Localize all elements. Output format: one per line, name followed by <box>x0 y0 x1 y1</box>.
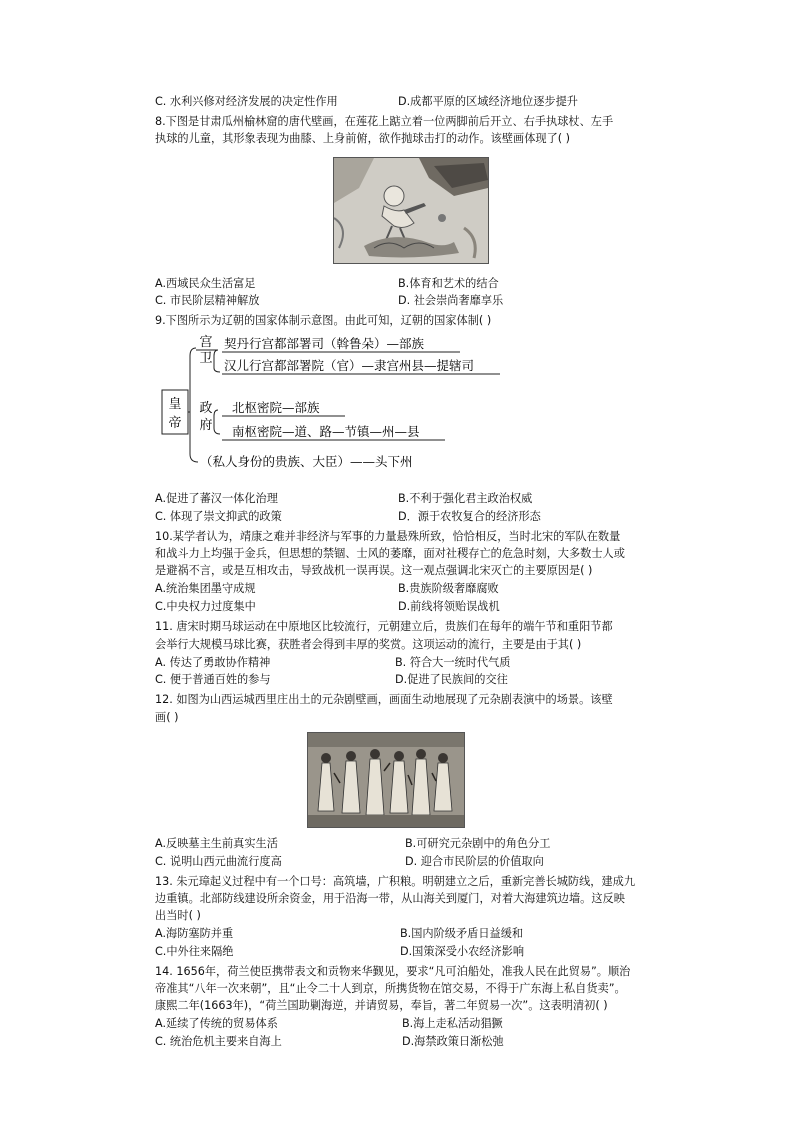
diagram-root-char2: 帝 <box>168 416 182 431</box>
q12-stem-line2: 画( ) <box>155 711 179 724</box>
q9-option-b: B.不利于强化君主政治权威 <box>398 492 533 505</box>
q9-option-a: A.促进了蕃汉一体化治理 <box>155 492 278 505</box>
diagram-gov-char2: 府 <box>199 418 213 433</box>
q14-stem-line3: 康熙二年(1663年)，“荷兰国助剿海逆，并请贸易，奉旨，著二年贸易一次”。这表明清初( ) <box>155 999 608 1012</box>
q14-stem-line1: 14. 1656年，荷兰使臣携带表文和贡物来华觐见，要求“凡可泊船处，准我人民在此贸易”。顺治 <box>155 965 631 978</box>
q13-stem-line1: 13. 朱元璋起义过程中有一个口号：高筑墙，广积粮。明朝建立之后，重新完善长城防线，建成九 <box>155 875 636 888</box>
q8-mural-image <box>333 157 489 264</box>
q12-option-d: D. 迎合市民阶层的价值取向 <box>405 855 544 868</box>
q12-mural-image <box>307 732 465 828</box>
q13-stem-line2: 边重镇。北部防线建设所余资金，用于沿海一带，从山海关到厦门，对着大海建筑边墙。这反映 <box>155 892 625 905</box>
q13-option-a: A.海防塞防并重 <box>155 927 234 940</box>
q14-option-d: D.海禁政策日渐松弛 <box>402 1035 504 1048</box>
child-polo-mural-icon <box>334 158 488 263</box>
q14-option-b: B.海上走私活动猖獗 <box>402 1017 503 1030</box>
diagram-gov-item-2: 南枢密院—道、路—节镇—州—县 <box>232 424 420 439</box>
q12-stem-line1: 12. 如图为山西运城西里庄出土的元杂剧壁画，画面生动地展现了元杂剧表演中的场景。该壁 <box>155 693 613 706</box>
q9-option-d: D．源于农牧复合的经济形态 <box>398 510 541 523</box>
diagram-guard-char1: 宫 <box>199 335 213 350</box>
liao-state-system-diagram <box>160 332 505 472</box>
prev-option-c: C. 水利兴修对经济发展的决定性作用 <box>155 95 338 108</box>
diagram-guard-char2: 卫 <box>199 351 213 366</box>
q8-option-b: B.体育和艺术的结合 <box>398 277 499 290</box>
diagram-root-char1: 皇 <box>168 397 182 412</box>
q11-option-d: D.促进了民族间的交往 <box>395 673 508 686</box>
q12-option-c: C. 说明山西元曲流行度高 <box>155 855 282 868</box>
q11-stem-line2: 会举行大规模马球比赛，获胜者会得到丰厚的奖赏。这项运动的流行，主要是由于其( ) <box>155 638 582 651</box>
q14-option-a: A.延续了传统的贸易体系 <box>155 1017 278 1030</box>
q10-stem-line1: 10.某学者认为，靖康之难并非经济与军事的力量悬殊所致，恰恰相反，当时北宋的军队在数量 <box>155 530 621 543</box>
diagram-private-item: （私人身份的贵族、大臣）——头下州 <box>200 454 413 469</box>
diagram-gov-item-1: 北枢密院—部族 <box>232 400 320 415</box>
q12-option-a: A.反映墓主生前真实生活 <box>155 837 278 850</box>
q9-option-c: C. 体现了崇文抑武的政策 <box>155 510 282 523</box>
q8-option-a: A.西域民众生活富足 <box>155 277 256 290</box>
q10-option-b: B.贵族阶级奢靡腐败 <box>398 582 499 595</box>
q11-stem-line1: 11. 唐宋时期马球运动在中原地区比较流行，元朝建立后，贵族们在每年的端午节和重阳节都 <box>155 620 613 633</box>
q11-option-c: C. 便于普通百姓的参与 <box>155 673 271 686</box>
q10-option-a: A.统治集团墨守成规 <box>155 582 256 595</box>
q14-option-c: C. 统治危机主要来自海上 <box>155 1035 282 1048</box>
q8-stem-line1: 8.下图是甘肃瓜州榆林窟的唐代壁画，在莲花上踮立着一位两脚前后开立、右手执球杖、左手 <box>155 115 614 128</box>
q11-option-a: A. 传达了勇敢协作精神 <box>155 656 271 669</box>
q13-option-c: C.中外往来隔绝 <box>155 945 234 958</box>
prev-option-d: D.成都平原的区域经济地位逐步提升 <box>398 95 578 108</box>
diagram-guard-item-2: 汉儿行宫都部署院（官）—隶宫州县—提辖司 <box>224 358 475 373</box>
diagram-gov-char1: 政 <box>199 401 213 416</box>
q8-option-c: C. 市民阶层精神解放 <box>155 294 260 307</box>
q13-option-d: D.国策深受小农经济影响 <box>400 945 525 958</box>
q8-option-d: D. 社会崇尚奢靡享乐 <box>398 294 504 307</box>
yuan-opera-mural-icon <box>308 733 464 827</box>
q12-option-b: B.可研究元杂剧中的角色分工 <box>405 837 551 850</box>
q9-stem: 9.下图所示为辽朝的国家体制示意图。由此可知，辽朝的国家体制( ) <box>155 314 492 327</box>
q10-option-c: C.中央权力过度集中 <box>155 600 256 613</box>
q14-stem-line2: 帝准其“八年一次来朝”，且“止令二十人到京，所携货物在馆交易，不得于广东海上私自货卖”。 <box>155 982 626 995</box>
q10-stem-line3: 是避祸不言，或是互相攻击，导致战机一误再误。这一观点强调北宋灭亡的主要原因是( ) <box>155 564 593 577</box>
q13-stem-line3: 出当时( ) <box>155 909 201 922</box>
q13-option-b: B.国内阶级矛盾日益缓和 <box>400 927 524 940</box>
q11-option-b: B. 符合大一统时代气质 <box>395 656 511 669</box>
q8-stem-line2: 执球的儿童，其形象表现为曲膝、上身前俯，欲作抛球击打的动作。该壁画体现了( ) <box>155 132 571 145</box>
q10-stem-line2: 和战斗力上均强于金兵，但思想的禁锢、士风的萎靡，面对社稷存亡的危急时刻，大多数士人或 <box>155 547 625 560</box>
q10-option-d: D.前线将领贻误战机 <box>398 600 500 613</box>
diagram-guard-item-1: 契丹行宫都部署司（斡鲁朵）—部族 <box>224 336 425 351</box>
